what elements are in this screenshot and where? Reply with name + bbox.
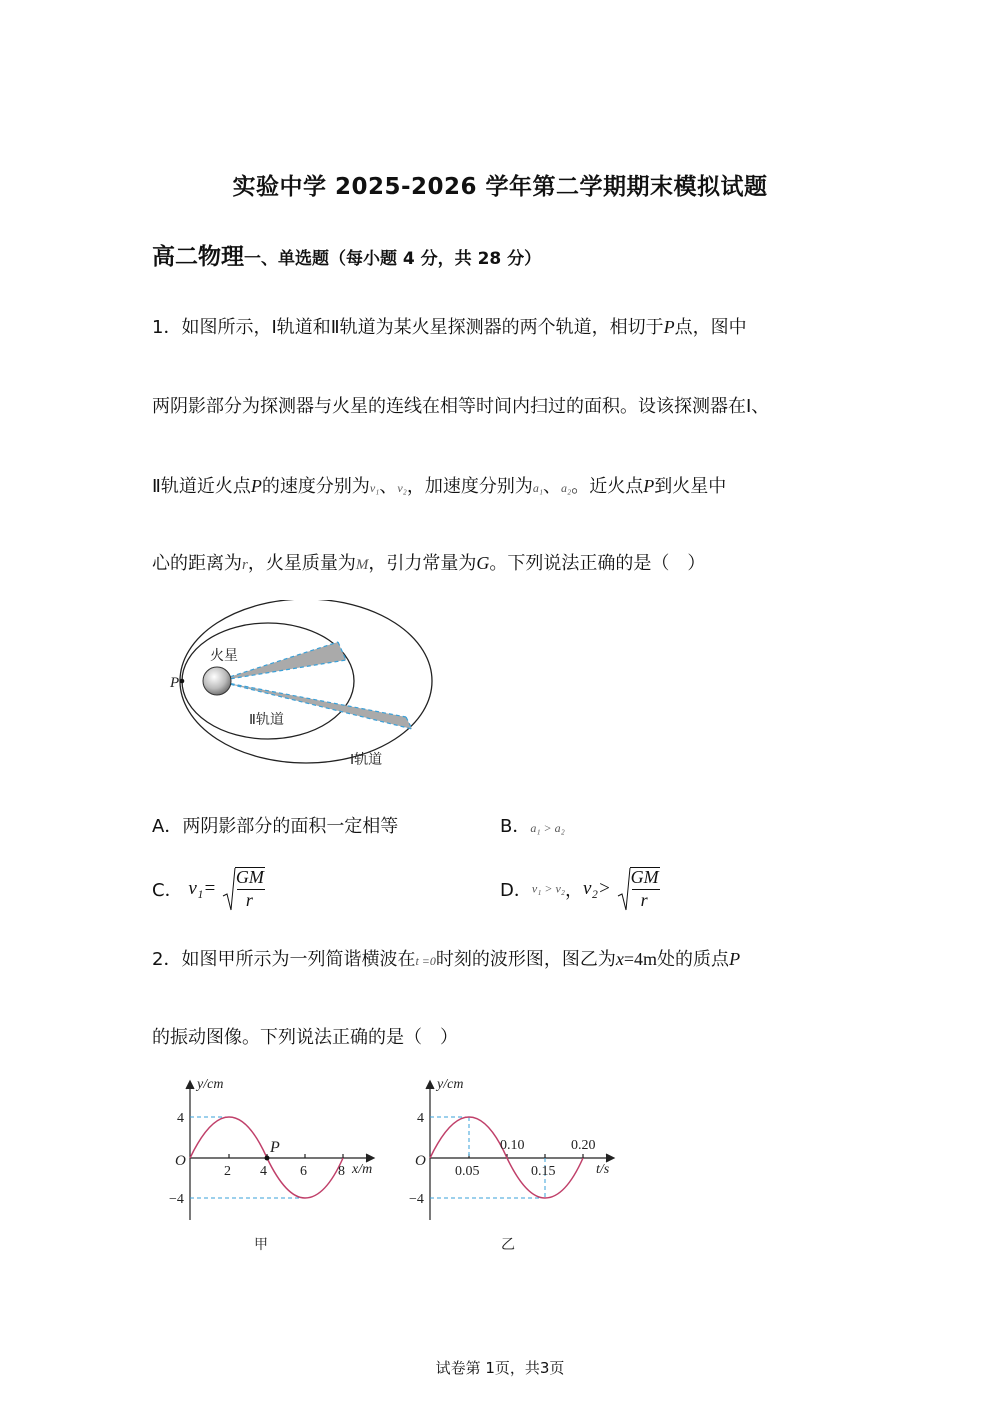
q1-line-2: 两阴影部分为探测器与火星的连线在相等时间内扫过的面积。设该探测器在Ⅰ、 — [152, 396, 770, 417]
exam-title: 实验中学 2025-2026 学年第二学期期末模拟试题 — [232, 174, 768, 200]
q1-text: 1．如图所示，Ⅰ轨道和Ⅱ轨道为某火星探测器的两个轨道，相切于 — [152, 317, 664, 338]
var-v1: v₁ — [369, 481, 380, 495]
q1-text: 。近火点 — [571, 476, 644, 497]
x-tick-6: 6 — [300, 1164, 307, 1179]
var-a1: a₁ — [532, 481, 544, 495]
q2-text: 时刻的波形图，图乙为 — [435, 949, 616, 970]
option-b-expr: a₁ > a₂ — [530, 821, 565, 835]
y-tick-neg4: −4 — [169, 1192, 184, 1207]
option-a[interactable]: A．两阴影部分的面积一定相等 — [152, 816, 399, 837]
t-tick-015: 0.15 — [531, 1164, 556, 1179]
section-heading: 一、单选题（每小题 4 分，共 28 分） — [244, 249, 542, 269]
q1-text: 到火星中 — [654, 476, 727, 497]
q2-unit: m — [643, 949, 658, 969]
q1-line-3 — [152, 473, 726, 501]
x-axis-label: t/s — [596, 1162, 610, 1177]
y-tick-4: 4 — [417, 1111, 424, 1126]
point-p-dot — [180, 679, 185, 684]
t-tick-020: 0.20 — [571, 1138, 596, 1153]
vibration-graph-yi — [400, 1070, 630, 1260]
orbit-figure — [160, 600, 450, 780]
q1-text: 的速度分别为 — [261, 476, 370, 497]
var-a2: a₂ — [561, 481, 572, 495]
option-b[interactable] — [500, 812, 565, 838]
caption-yi: 乙 — [501, 1238, 515, 1253]
sqrt-icon — [222, 866, 266, 912]
q1-line-1 — [152, 314, 747, 341]
option-d-numerator: GM — [630, 867, 659, 887]
orbit-1-label: Ⅰ轨道 — [350, 753, 383, 768]
origin-label: O — [175, 1153, 186, 1169]
option-d-lhs: v₂> — [582, 878, 611, 899]
t-tick-005: 0.05 — [455, 1164, 480, 1179]
q1-text: ，引力常量为 — [368, 553, 477, 574]
option-c-lhs: v₁= — [188, 878, 217, 899]
option-c-label: C． — [152, 880, 183, 901]
q2-text: 处的质点 — [657, 949, 730, 970]
var-p: P — [729, 949, 741, 969]
option-d-sep: ， — [564, 880, 583, 901]
mars-planet — [203, 667, 231, 695]
var-p: P — [663, 317, 675, 337]
q1-line-4 — [152, 550, 705, 578]
option-b-label: B． — [500, 816, 531, 837]
y-tick-neg4: −4 — [409, 1192, 424, 1207]
y-axis-label: y/cm — [437, 1077, 464, 1092]
x-tick-2: 2 — [224, 1164, 231, 1179]
q1-text: 、 — [379, 476, 398, 497]
option-c-numerator: GM — [235, 867, 264, 887]
sqrt-icon — [617, 866, 661, 912]
subject-heading — [152, 238, 541, 271]
q2-line-1 — [152, 946, 740, 974]
y-axis-label: y/cm — [197, 1077, 224, 1092]
q1-text: 心的距离为 — [152, 553, 242, 574]
point-p-label: P — [270, 1139, 280, 1156]
q1-text: 、 — [543, 476, 562, 497]
var-v2: v₂ — [397, 481, 407, 495]
q1-text: ，加速度分别为 — [406, 476, 533, 497]
mars-label: 火星 — [210, 649, 238, 664]
q1-text: Ⅱ轨道近火点 — [152, 476, 251, 497]
subject-label: 高二物理 — [152, 244, 244, 270]
q2-text: 2．如图甲所示为一列简谐横波在 — [152, 949, 416, 970]
q1-text: 。下列说法正确的是（ ） — [489, 553, 706, 574]
page-footer: 试卷第 1页，共3页 — [435, 1359, 565, 1377]
point-p-dot — [265, 1156, 270, 1161]
caption-jia: 甲 — [254, 1238, 268, 1253]
var-x: x — [615, 949, 624, 969]
y-tick-4: 4 — [177, 1111, 184, 1126]
x-tick-4: 4 — [260, 1164, 267, 1179]
option-d-label: D． — [500, 880, 532, 901]
q1-text: ，火星质量为 — [247, 553, 356, 574]
var-m: M — [355, 557, 369, 573]
option-c-denominator: r — [245, 890, 253, 910]
var-p: P — [250, 476, 262, 496]
q1-text: 点，图中 — [674, 317, 747, 338]
wave-graph-jia — [160, 1070, 390, 1260]
origin-label: O — [415, 1153, 426, 1169]
option-c[interactable] — [152, 866, 266, 912]
x-axis-label: x/m — [352, 1162, 373, 1177]
var-g: G — [476, 553, 490, 573]
var-p: P — [643, 476, 655, 496]
point-p-label: P — [170, 675, 180, 691]
option-d-denominator: r — [640, 890, 648, 910]
q2-line-2: 的振动图像。下列说法正确的是（ ） — [152, 1027, 458, 1048]
var-t: t =0 — [415, 954, 436, 968]
var-r: r — [242, 557, 248, 573]
option-d[interactable] — [500, 866, 661, 912]
orbit-2-label: Ⅱ轨道 — [249, 713, 284, 728]
q2-value: =4 — [623, 949, 644, 969]
option-d-expr: v₁ > v₂ — [531, 881, 565, 896]
t-tick-010: 0.10 — [500, 1138, 525, 1153]
x-tick-8: 8 — [338, 1164, 345, 1179]
